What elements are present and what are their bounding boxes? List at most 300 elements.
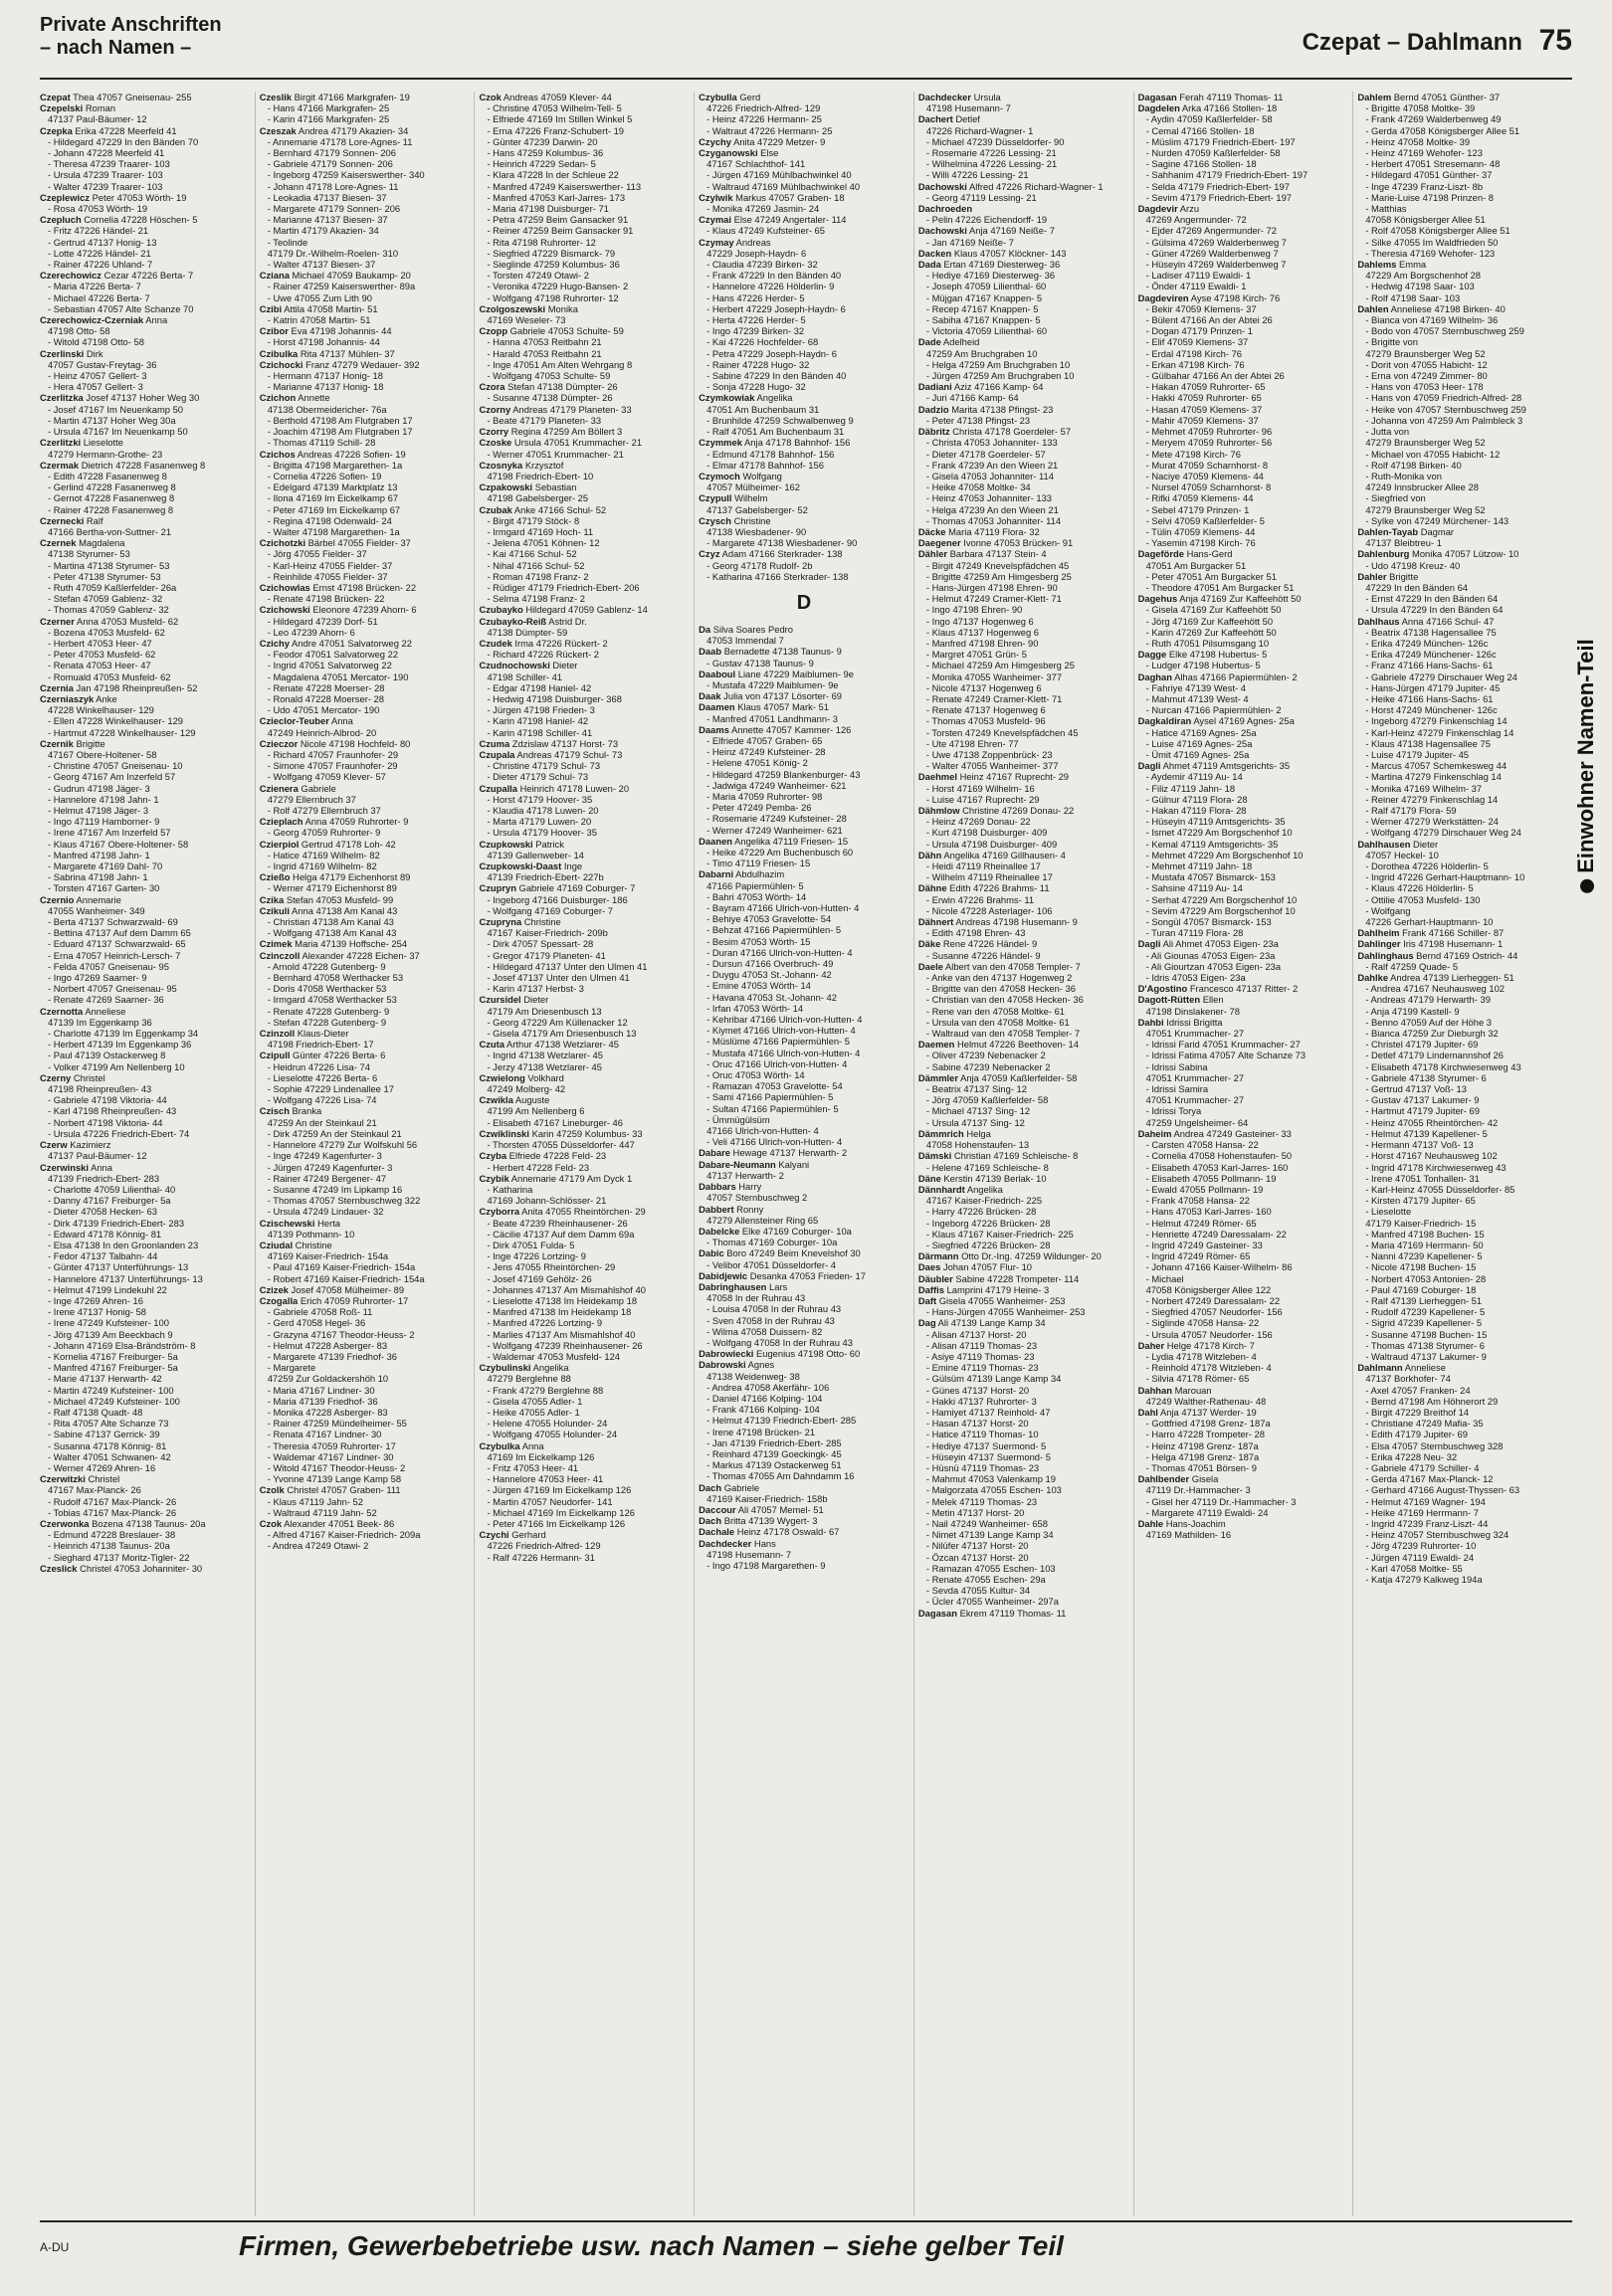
directory-entry: - Irene 47249 Kufsteiner- 100 [48,1317,169,1329]
directory-entry: - Thorsten 47055 Düsseldorfer- 447 [487,1139,635,1151]
directory-entry: Dag Ali 47139 Lange Kamp 34 [917,1317,1046,1329]
directory-entry: - Hannelore 47198 Jahn- 1 [48,793,159,805]
directory-entry: Czizek Josef 47058 Mülheimer- 89 [259,1283,405,1295]
directory-entry: - Simone 47057 Fraunhofer- 29 [267,760,398,772]
directory-entry: Czisch Branka [259,1105,322,1117]
directory-entry: - Jürgen 47259 Am Bruchgraben 10 [925,370,1075,382]
directory-entry: Daehmel Heinz 47167 Ruprecht- 29 [917,771,1070,783]
directory-entry: Czichocki Franz 47279 Wedauer- 392 [259,358,420,370]
directory-entry: - Charlotte 47059 Lilienthal- 40 [48,1183,176,1195]
directory-entry: - Dogan 47179 Prinzen- 1 [1145,325,1253,337]
directory-entry: - Gerlind 47228 Fasanenweg 8 [48,481,176,493]
directory-entry: - Sylke von 47249 Mürchener- 143 [1365,514,1510,526]
directory-entry: - Helga 47259 Am Bruchgraben 10 [925,358,1071,370]
directory-entry: - Monika 47228 Asberger- 83 [267,1406,388,1418]
directory-entry: - Hanna 47053 Reitbahn 21 [487,336,602,348]
directory-entry: - Sieglinde 47259 Kolumbus- 36 [487,259,620,271]
directory-entry: Czichotzki Bärbel 47055 Fielder- 37 [259,537,411,549]
directory-entry: 47229 Joseph-Haydn- 6 [706,247,807,259]
directory-entry: - Ralf 47179 Flora- 59 [1365,805,1457,816]
directory-entry: 47058 Königsberger Allee 122 [1145,1283,1272,1295]
directory-entry: - Gisela 47055 Adler- 1 [487,1395,583,1407]
directory-entry: - Hermann 47137 Voß- 13 [1365,1139,1474,1151]
directory-entry: - Theodore 47051 Am Burgacker 51 [1145,581,1295,593]
directory-entry: - Klaus 47138 Hagensallee 75 [1365,737,1491,749]
directory-entry: Czichos Andreas 47226 Sofien- 19 [259,448,406,460]
directory-entry: - Nurcan 47166 Papiermühlen- 2 [1145,704,1282,716]
name-range-title: Czepat – Dahlmann [1302,29,1522,56]
directory-entry: - Udo 47051 Mercator- 190 [267,704,380,716]
directory-entry: - Willi 47226 Lessing- 21 [925,169,1029,181]
directory-entry: - Müslüme 47166 Papiermühlen- 5 [706,1036,850,1048]
directory-entry: Czoske Ursula 47051 Krummacher- 21 [479,437,643,449]
directory-entry: - Charlotte 47139 Im Eggenkamp 34 [48,1028,199,1040]
directory-entry: Daffis Lamprini 47179 Heine- 3 [917,1283,1050,1295]
directory-entry: - Gisel her 47119 Dr.-Hammacher- 3 [1145,1495,1297,1507]
directory-entry: Dabarni Abdulhazim [699,868,785,880]
directory-entry: - Birgit 47179 Stöck- 8 [487,514,580,526]
directory-entry: Czwielong Volkhard [479,1071,564,1083]
directory-entry: - Detlef 47179 Lindemannshof 26 [1365,1050,1504,1061]
directory-entry: - Klaus 47226 Hölderlin- 5 [1365,882,1474,894]
directory-entry: - Heike von 47057 Sternbuschweg 259 [1365,403,1526,415]
directory-entry: - Bekir 47059 Klemens- 37 [1145,302,1257,314]
directory-entry: - Ümit 47169 Agnes- 25a [1145,748,1250,760]
directory-entry: - Helmut 47249 Cramer-Klett- 71 [925,593,1062,605]
directory-entry: - Cornelia 47226 Sofien- 19 [267,470,382,481]
directory-entry: - Karl-Heinz 47279 Finkenschlag 14 [1365,726,1514,738]
directory-entry: 47249 Walther-Rathenau- 48 [1145,1395,1267,1407]
directory-entry: 47279 Berglehne 88 [487,1373,571,1385]
directory-entry: - Hildegard 47229 In den Bänden 70 [48,135,199,147]
directory-entry: Dabidjewic Desanka 47053 Frieden- 17 [699,1269,866,1281]
directory-entry: 47139 Friedrich-Ebert- 227b [487,871,604,883]
directory-entry: - Margarete 47169 Dahl- 70 [48,861,163,872]
directory-entry: - Ingeborg 47259 Kaiserswerther- 340 [267,169,425,181]
directory-entry: - Sagine 47166 Stollen- 18 [1145,158,1257,170]
directory-entry: - Beate 47239 Rheinhausener- 26 [487,1217,628,1229]
directory-entry: - Hildegard 47051 Günther- 37 [1365,169,1493,181]
directory-entry: Czermak Dietrich 47228 Fasanenweg 8 [40,459,206,471]
directory-entry: - Franz 47166 Hans-Sachs- 61 [1365,660,1494,671]
directory-entry: 47198 Rheinpreußen- 43 [48,1083,152,1095]
directory-entry: Dabbert Ronny [699,1203,764,1215]
directory-entry: - Klaus 47137 Hogenweg 6 [925,626,1039,638]
directory-entry: - Walter 47137 Biesen- 37 [267,259,376,271]
directory-entry: 47055 Wanheimer- 349 [48,904,145,916]
directory-entry: - Reiner 47259 Beim Gansacker 91 [487,225,634,237]
directory-entry: - Magdalena 47051 Mercator- 190 [267,670,409,682]
directory-entry: 47279 Ellernbruch 37 [267,793,356,805]
directory-entry: - Sebastian 47057 Alte Schanze 70 [48,302,194,314]
directory-entry: - Gerda 47167 Max-Planck- 12 [1365,1473,1494,1485]
directory-entry: Cziudal Christine [259,1239,332,1250]
directory-entry: - Jadwiga 47249 Wanheimer- 621 [706,779,847,791]
directory-entry: - Paul 47139 Ostackerweg 8 [48,1050,166,1061]
directory-entry: - Ingrid 47169 Wilhelm- 82 [267,861,377,872]
directory-entry: - Özcan 47137 Horst- 20 [925,1551,1029,1563]
directory-entry: - Berta 47137 Schwarzwald- 69 [48,916,178,928]
directory-entry: - Heike 47055 Adler- 1 [487,1406,580,1418]
directory-entry: - Reinhard 47139 Goeckingk- 45 [706,1447,842,1459]
page-footer [40,2220,1572,2280]
header-divider [40,78,1572,80]
directory-entry: - Jelena 47051 Köhnen- 12 [487,537,600,549]
directory-entry: Czybulinski Angelika [479,1362,569,1374]
directory-entry: - Johanna von 47259 Am Palmbleck 3 [1365,414,1523,426]
directory-entry: - Peter 47138 Pfingst- 23 [925,414,1031,426]
directory-entry: - Elfriede 47169 Im Stillen Winkel 5 [487,113,633,125]
directory-column [699,92,914,2216]
directory-entry: - Claudia 47239 Birken- 32 [706,259,818,271]
directory-entry: Dähler Barbara 47137 Stein- 4 [917,548,1047,560]
directory-entry: - Wolfgang 47279 Dirschauer Weg 24 [1365,827,1521,839]
directory-entry: - Maria 47059 Ruhrorter- 98 [706,790,823,802]
directory-entry: Czeslick Christel 47053 Johanniter- 30 [40,1562,203,1574]
directory-entry: - Wolfgang 47055 Holunder- 24 [487,1429,618,1440]
page-header [40,14,1572,74]
directory-entry: - Idris 47053 Eigen- 23a [1145,972,1246,984]
directory-entry: - Sigrid 47239 Kapellener- 5 [1365,1317,1483,1329]
directory-entry: - Heinz 47055 Rheintörchen- 42 [1365,1116,1499,1128]
directory-entry: Dagdeviren Ayse 47198 Kirch- 76 [1137,291,1281,303]
directory-entry: 47198 Otto- 58 [48,325,110,337]
directory-entry: Czischewski Herta [259,1217,341,1229]
directory-entry: 47226 Richard-Wagner- 1 [925,124,1034,136]
directory-entry: - Helmut 47139 Friedrich-Ebert- 285 [706,1415,857,1427]
directory-entry: - Kai 47166 Schul- 52 [487,548,577,560]
directory-entry: - Bianca 47259 Zur Dieburgh 32 [1365,1028,1499,1040]
directory-entry: - Christine 47053 Wilhelm-Tell- 5 [487,102,622,114]
directory-entry: - Ingrid 47249 Römer- 65 [1145,1250,1251,1262]
directory-entry: Czubayko Hildegard 47059 Gablenz- 14 [479,604,648,616]
directory-entry: - Michael 47239 Düsseldorfer- 90 [925,135,1065,147]
directory-entry: Czerner Anna 47053 Musfeld- 62 [40,615,179,627]
directory-entry: Czwikla Auguste [479,1094,550,1106]
directory-entry: - Ursula 47198 Duisburger- 409 [925,838,1058,850]
directory-entry: - Norbert 47053 Antonien- 28 [1365,1272,1487,1284]
directory-entry: Dabringhausen Lars [699,1280,788,1292]
directory-entry: - Sabine 47239 Nebenacker 2 [925,1060,1051,1072]
directory-entry: - Waltraud 47169 Mühlbachwinkel 40 [706,180,861,192]
directory-entry: Czylwik Markus 47057 Graben- 18 [699,191,845,203]
directory-entry: - Elsa 47138 In den Groonlanden 23 [48,1239,199,1250]
directory-entry: - Klara 47228 In der Schleue 22 [487,169,619,181]
directory-entry: - Edelgard 47139 Marktplatz 13 [267,481,398,493]
directory-entry: - Petra 47259 Beim Gansacker 91 [487,214,629,226]
directory-entry: - Alisan 47137 Horst- 20 [925,1328,1027,1340]
directory-entry: - Benno 47059 Auf der Höhe 3 [1365,1016,1492,1028]
directory-entry: - Feodor 47051 Salvatorweg 22 [267,649,399,661]
directory-entry: - Lieselotte 47226 Berta- 6 [267,1071,378,1083]
directory-entry: - Ali Giounas 47053 Eigen- 23a [1145,949,1276,961]
directory-entry: - Wolfgang 47138 Am Kanal 43 [267,927,397,939]
directory-entry: - Gisela 47169 Zur Kaffeehött 50 [1145,604,1282,616]
directory-entry: - Rita 47057 Alte Schanze 73 [48,1418,169,1430]
directory-entry: - Jens 47055 Rheintörchen- 29 [487,1261,616,1273]
directory-entry: - Hans 47259 Kolumbus- 36 [487,147,604,159]
directory-entry: 47057 Heckel- 10 [1365,849,1439,861]
directory-entry: - Ursula 47226 Friedrich-Ebert- 74 [48,1127,190,1139]
directory-entry: - Johann 47178 Lore-Agnes- 11 [267,180,399,192]
directory-entry: - Werner 47179 Eichenhorst 89 [267,882,397,894]
directory-entry: - Maria 47198 Duisburger- 71 [487,203,609,215]
directory-entry: Dahle Hans-Joachim [1137,1518,1226,1529]
directory-entry: - Margret 47051 Grün- 5 [925,649,1027,661]
directory-entry: - Wolfgang 47053 Schulte- 59 [487,370,611,382]
directory-entry: - Ingo 47239 Birken- 32 [706,325,805,337]
directory-entry: - Christine 47057 Gneisenau- 10 [48,760,183,772]
directory-entry: - Ursula 47057 Neudorfer- 156 [1145,1328,1273,1340]
directory-entry: - Gülbahar 47166 An der Abtei 26 [1145,370,1285,382]
directory-entry: - Elisabeth 47178 Kirchwiesenweg 43 [1365,1060,1521,1072]
directory-entry: Czernio Annemarie [40,893,121,905]
directory-entry: - Bahri 47053 Wörth- 14 [706,890,807,902]
directory-entry: - Ingo 47198 Ehren- 90 [925,604,1023,616]
side-tab-text: Einwohner Namen-Teil [1573,639,1598,873]
directory-entry: - Hüseyin 47269 Walderbenweg 7 [1145,259,1287,271]
directory-entry: - Ismet 47229 Am Borgschenhof 10 [1145,827,1293,839]
directory-entry: - Margarete 47179 Sonnen- 206 [267,203,401,215]
directory-entry: - Heinz 47226 Hermann- 25 [706,113,822,125]
directory-entry: Däubler Sabine 47228 Trompeter- 114 [917,1272,1080,1284]
directory-entry: - Frank 47239 An den Wieen 21 [925,459,1059,471]
directory-entry: - Helene 47169 Schleische- 8 [925,1161,1049,1173]
directory-entry: Dachowski Anja 47169 Neiße- 7 [917,225,1055,237]
directory-entry: - Hans-Jürgen 47055 Wanheimer- 253 [925,1306,1086,1318]
directory-entry: - Heike 47229 Am Buchenbusch 60 [706,847,854,858]
directory-entry: Dachroeden [917,203,973,215]
directory-entry: - Danny 47167 Freiburger- 5a [48,1195,171,1207]
directory-entry: - Ingo 47198 Margarethen- 9 [706,1560,826,1571]
directory-entry: Czolk Christel 47057 Graben- 111 [259,1484,401,1496]
directory-entry: Dahlen Anneliese 47198 Birken- 40 [1357,302,1506,314]
directory-entry: - Veli 47166 Ulrich-von-Hutten- 4 [706,1136,843,1148]
directory-entry: Daaboul Liane 47229 Maiblumen- 9e [699,668,854,679]
directory-entry: - Erkan 47198 Kirch- 76 [1145,358,1245,370]
directory-entry: - Sophie 47229 Lindenallee 17 [267,1083,394,1095]
directory-entry: - Jörg 47169 Zur Kaffeehött 50 [1145,615,1274,627]
directory-entry: - Sieghard 47137 Moritz-Tigler- 22 [48,1551,190,1563]
directory-entry: 47139 Pothmann- 10 [267,1228,355,1240]
directory-entry: Czichy Andre 47051 Salvatorweg 22 [259,637,412,649]
directory-entry: Dahl Anja 47137 Werder- 19 [1137,1406,1257,1418]
directory-entry: Czeslik Birgit 47166 Markgrafen- 19 [259,92,410,102]
directory-entry: - Richard 47057 Fraunhofer- 29 [267,748,399,760]
directory-entry: - Renata 47167 Lindner- 30 [267,1429,382,1440]
directory-entry: - Dieter 47179 Schul- 73 [487,771,589,783]
directory-entry: - Beatrix 47138 Hagensallee 75 [1365,626,1497,638]
directory-entry: 47137 Bleibtreu- 1 [1365,537,1442,549]
directory-entry: - Helmut 47198 Jäger- 3 [48,805,149,816]
directory-entry: Czudnochowski Dieter [479,660,578,671]
directory-entry: - Nilüfer 47137 Horst- 20 [925,1540,1029,1552]
directory-entry: Daak Julia von 47137 Lösorter- 69 [699,690,843,702]
directory-entry: Dagott-Rütten Ellen [1137,994,1224,1006]
directory-entry: Czyba Elfriede 47228 Feld- 23 [479,1150,607,1162]
directory-entry: - Jürgen 47169 Im Eickelkamp 126 [487,1484,632,1496]
directory-entry: - Renate 47055 Eschen- 29a [925,1574,1046,1586]
directory-entry: - Oruc 47053 Wörth- 14 [706,1069,805,1081]
directory-entry: - Hans 47053 Karl-Jarres- 160 [1145,1206,1272,1218]
directory-entry: - Yasemin 47198 Kirch- 76 [1145,537,1256,549]
directory-entry: - Eduard 47137 Schwarzwald- 65 [48,938,186,950]
directory-entry: 47051 Am Buchenbaum 31 [706,403,820,415]
directory-entry: Czika Stefan 47053 Musfeld- 99 [259,893,394,905]
directory-entry: - Ottilie 47053 Musfeld- 130 [1365,893,1481,905]
directory-entry: Dahlen-Tayab Dagmar [1357,525,1455,537]
directory-entry: - Hans 47166 Markgrafen- 25 [267,102,390,114]
directory-entry: - Helga 47239 An den Wieen 21 [925,503,1059,515]
directory-entry: - Waldemar 47053 Musfeld- 124 [487,1350,621,1362]
directory-entry: - Filiz 47119 Jahn- 18 [1145,782,1236,794]
directory-entry: - Ingo 47269 Saarner- 9 [48,972,147,984]
directory-entry: - Ejder 47269 Angermunder- 72 [1145,225,1277,237]
directory-entry: - Frank 47279 Berglehne 88 [487,1384,604,1396]
directory-entry: 47167 Kaiser-Friedrich- 225 [925,1195,1043,1207]
directory-entry: 47279 Braunsberger Weg 52 [1365,503,1486,515]
directory-entry: - Manfred 47226 Lortzing- 9 [487,1317,603,1329]
directory-entry: Czybulka Anna [479,1439,544,1451]
directory-entry: - Michael von 47055 Habicht- 12 [1365,448,1501,460]
directory-entry: Czieclor-Teuber Anna [259,715,353,727]
directory-entry: - Gabriele 47279 Dirschauer Weg 24 [1365,670,1517,682]
directory-entry: Dagkaldiran Aysel 47169 Agnes- 25a [1137,715,1295,727]
directory-entry: - Uwe 47055 Zum Lith 90 [267,291,372,303]
directory-entry: - Lydia 47178 Witzleben- 4 [1145,1350,1257,1362]
directory-entry: - Hans von 47059 Friedrich-Alfred- 28 [1365,392,1522,404]
directory-entry: - Alisan 47119 Thomas- 23 [925,1339,1038,1351]
directory-entry: - Murat 47059 Scharnhorst- 8 [1145,459,1269,471]
directory-entry: - Theresia 47059 Ruhrorter- 17 [267,1439,396,1451]
directory-entry: - Gisela 47053 Johanniter- 114 [925,470,1054,481]
directory-entry: - Margarete [267,1362,316,1374]
directory-entry: - Aydemir 47119 Au- 14 [1145,771,1243,783]
directory-entry: - Rainer 47228 Hugo- 32 [706,358,810,370]
directory-entry: Dähnert Andreas 47198 Husemann- 9 [917,916,1078,928]
directory-entry: 47169 Mathilden- 16 [1145,1529,1232,1541]
directory-entry: 47259 Zur Goldackershöh 10 [267,1373,389,1385]
directory-entry: - Heidi 47119 Rheinallee 17 [925,861,1041,872]
directory-entry: Czerwitzki Christel [40,1473,120,1485]
directory-entry: 47057 Sternbuschweg 2 [706,1192,808,1204]
directory-entry: - Dirk 47057 Spessart- 28 [487,938,594,950]
directory-entry: - Luise 47169 Agnes- 25a [1145,737,1253,749]
directory-entry: Dahlke Andrea 47139 Lierheggen- 51 [1357,972,1514,984]
directory-entry: - Kehribar 47166 Ulrich-von-Hutten- 4 [706,1014,863,1026]
directory-entry: - Nursel 47059 Scharnhorst- 8 [1145,481,1272,493]
directory-entry: - Norbert 47198 Viktoria- 44 [48,1116,163,1128]
directory-entry: - Nanni 47239 Kapellener- 5 [1365,1250,1483,1262]
directory-entry: - Hatice 47119 Thomas- 10 [925,1429,1039,1440]
directory-entry: - Martina 47138 Styrumer- 53 [48,559,170,571]
directory-entry: - Norbert 47057 Gneisenau- 95 [48,983,177,995]
directory-entry: - Nimet 47139 Lange Kamp 34 [925,1529,1054,1541]
directory-entry: - Georg 47059 Ruhrorter- 9 [267,827,381,839]
directory-entry: Czubak Anke 47166 Schul- 52 [479,503,607,515]
directory-entry: - Walter 47198 Margarethen- 1a [267,525,400,537]
directory-entry: - Idrissi Fatima 47057 Alte Schanze 73 [1145,1050,1307,1061]
directory-entry: Czyganowski Else [699,147,779,159]
directory-entry: - Carsten 47058 Hansa- 22 [1145,1139,1259,1151]
directory-entry: - Meryem 47059 Ruhrorter- 56 [1145,437,1273,449]
directory-entry: - Joachim 47198 Am Flutgraben 17 [267,426,413,438]
directory-entry: Dabrowiecki Eugenius 47198 Otto- 60 [699,1348,861,1360]
directory-entry: - Josef 47167 Im Neuenkamp 50 [48,403,184,415]
directory-entry: Dada Ertan 47169 Diesterweg- 36 [917,259,1061,271]
directory-entry: - Andrea 47167 Neuhausweg 102 [1365,983,1506,995]
directory-entry: Dachdecker Ursula [917,92,1001,102]
directory-entry: - Oruc 47166 Ulrich-von-Hutten- 4 [706,1057,848,1069]
directory-entry: - Sevim 47229 Am Borgschenhof 10 [1145,904,1296,916]
directory-entry: Czernek Magdalena [40,537,125,549]
directory-entry: - Irene 47051 Tonhallen- 31 [1365,1172,1480,1184]
directory-entry: Dagdelen Arka 47166 Stollen- 18 [1137,102,1278,114]
directory-entry: Czopp Gabriele 47053 Schulte- 59 [479,325,624,337]
directory-entry: Dacken Klaus 47057 Klöckner- 143 [917,247,1067,259]
directory-entry: 47198 Dinslakener- 78 [1145,1005,1240,1017]
directory-entry: - Wolfgang [1365,904,1411,916]
directory-entry: - Elsa 47057 Sternbuschweg 328 [1365,1439,1504,1451]
directory-entry: Daes Johan 47057 Flur- 10 [917,1261,1033,1273]
directory-entry: Czok Alexander 47051 Beek- 86 [259,1518,395,1529]
directory-entry: - Gülsima 47269 Walderbenweg 7 [1145,236,1287,248]
directory-entry: - Jan 47139 Friedrich-Ebert- 285 [706,1436,842,1448]
directory-entry: Czymay Andreas [699,236,771,248]
directory-entry: - Thomas 47169 Coburger- 10a [706,1237,838,1248]
directory-entry: 47139 Im Eggenkamp 36 [48,1016,152,1028]
directory-column [479,92,695,2216]
directory-entry: - Witold 47167 Theodor-Heuss- 2 [267,1461,406,1473]
directory-entry: Dähne Edith 47226 Brahms- 11 [917,882,1050,894]
directory-entry: - Martina 47279 Finkenschlag 14 [1365,771,1502,783]
directory-entry: - Inge 47226 Lortzing- 9 [487,1250,586,1262]
directory-entry: - Irmgard 47058 Werthacker 53 [267,994,397,1006]
directory-entry: - Mehmet 47229 Am Borgschenhof 10 [1145,849,1304,861]
directory-entry: - Andrea 47249 Otawi- 2 [267,1540,369,1552]
directory-entry: - Ralf 47051 Am Buchenbaum 31 [706,426,845,438]
directory-entry: - Veronika 47229 Hugo-Bansen- 2 [487,281,629,292]
directory-entry: - Brunhilde 47259 Schwalbenweg 9 [706,414,854,426]
directory-entry: - Hedwig 47198 Duisburger- 368 [487,692,622,704]
directory-entry: - Manfred 47198 Buchen- 15 [1365,1228,1485,1240]
directory-entry: - Bianca von 47169 Wilhelm- 36 [1365,314,1499,326]
directory-entry: 47057 Gustav-Freytag- 36 [48,358,157,370]
directory-entry: - Peter 47169 Im Eickelkamp 67 [267,503,401,515]
directory-entry: 47167 Schlachthof- 141 [706,158,806,170]
directory-entry: - Hans-Jürgen 47179 Jupiter- 45 [1365,681,1501,693]
directory-entry: Czolgoszewski Monika [479,302,578,314]
directory-entry: - Erika 47249 Münchener- 126c [1365,649,1497,661]
directory-entry: - Ilona 47169 Im Eickelkamp 67 [267,492,399,504]
directory-entry: - Ursula 47179 Hoover- 35 [487,827,597,839]
directory-entry: - Inge 47239 Franz-Liszt- 8b [1365,180,1484,192]
directory-entry: - Werner 47269 Ahren- 16 [48,1461,156,1473]
directory-entry: - Horst 47167 Neuhausweg 102 [1365,1150,1498,1162]
header-section-title [40,14,222,60]
directory-entry: - Andreas 47179 Herwarth- 39 [1365,994,1491,1006]
directory-entry: - Ronald 47228 Moerser- 28 [267,692,384,704]
directory-entry: - Duran 47166 Ulrich-von-Hutten- 4 [706,946,853,958]
directory-entry: - Gabriele 47138 Styrumer- 6 [1365,1071,1487,1083]
directory-entry: - Karin 47137 Herbst- 3 [487,983,584,995]
directory-entry: - Manfred 47198 Jahn- 1 [48,849,150,861]
directory-entry: - Bayram 47166 Ulrich-von-Hutten- 4 [706,902,860,914]
directory-entry: Daele Albert van den 47058 Templer- 7 [917,960,1081,972]
directory-entry: - Ralf 47139 Lierheggen- 51 [1365,1294,1483,1306]
directory-entry: 47166 Ulrich-von-Hutten- 4 [706,1125,819,1137]
directory-entry: - Hakan 47119 Flora- 28 [1145,805,1247,816]
